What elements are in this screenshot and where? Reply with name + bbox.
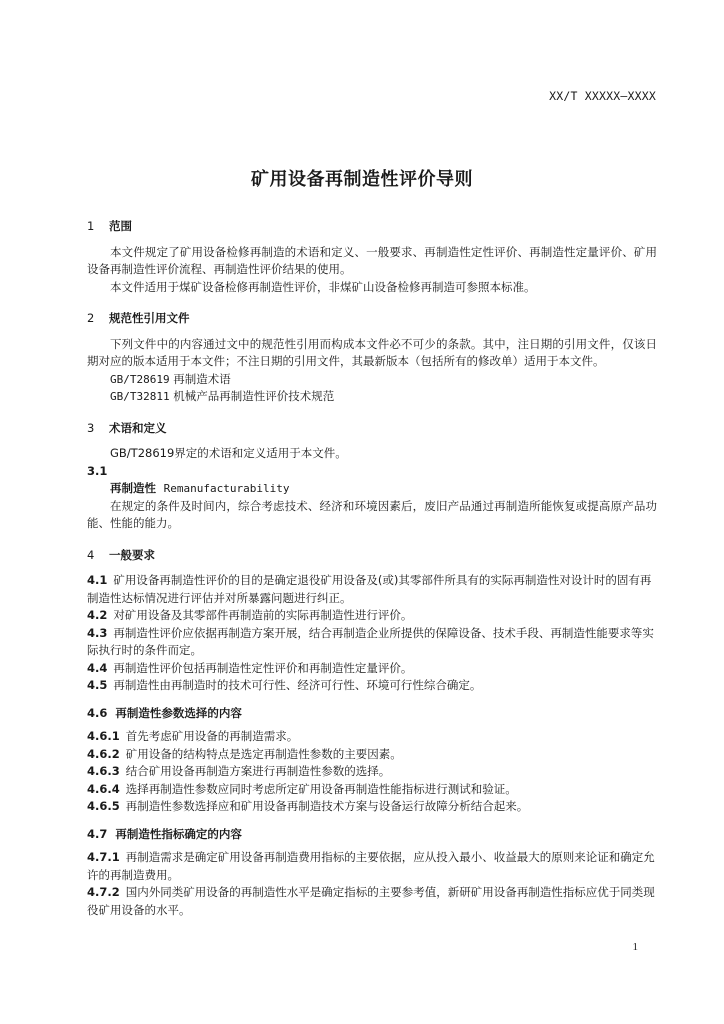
reference-item — [87, 371, 657, 389]
clause-text: 国内外同类矿用设备的再制造性水平是确定指标的主要参考值，新研矿用设备再制造性指标应优于同类现役矿用设备的水平。 — [87, 885, 655, 917]
clause-number: 4.1 — [87, 573, 108, 587]
clause-text: 再制造需求是确定矿用设备再制造费用指标的主要依据，应从投入最小、收益最大的原则来论证和确定允许的再制造费用。 — [87, 850, 655, 882]
reference-code: GB/T32811 — [110, 390, 170, 403]
paragraph: 本文件适用于煤矿设备检修再制造性评价，非煤矿山设备检修再制造可参照本标准。 — [110, 279, 536, 294]
subsection-number: 4.7 — [87, 826, 108, 841]
clause-number: 4.7.2 — [87, 885, 120, 899]
section-heading-3 — [87, 420, 657, 438]
clause-number: 4.6.5 — [87, 799, 120, 813]
clause-number: 4.2 — [87, 608, 108, 622]
subsection-heading-4-6 — [87, 705, 657, 723]
clause-number: 4.5 — [87, 678, 108, 692]
reference-name: 机械产品再制造性评价技术规范 — [173, 389, 335, 403]
clause-number: 4.6.1 — [87, 729, 120, 743]
clause-text: 再制造性参数选择应和矿用设备再制造技术方案与设备运行故障分析结合起来。 — [125, 799, 529, 813]
clause — [87, 572, 657, 607]
clause-text: 再制造性评价包括再制造性定性评价和再制造性定量评价。 — [113, 660, 413, 675]
section-heading-2 — [87, 310, 657, 328]
clause-text: 再制造性由再制造时的技术可行性、经济可行性、环境可行性综合确定。 — [113, 678, 482, 692]
clause — [87, 763, 657, 781]
subsection-heading-4-7 — [87, 826, 657, 844]
clause — [87, 660, 657, 678]
clause-number: 4.6.3 — [87, 764, 120, 778]
clause-list — [87, 572, 657, 695]
clause-number: 4.6.2 — [87, 746, 120, 761]
clause-list — [87, 728, 657, 816]
clause-number: 4.3 — [87, 625, 108, 640]
paragraph: 本文件规定了矿用设备检修再制造的术语和定义、一般要求、再制造性定性评价、再制造性定量评价、矿用设备再制造性评价流程、再制造性评价结果的使用。 — [87, 244, 657, 276]
term-definition: 在规定的条件及时间内，综合考虑技术、经济和环境因素后，废旧产品通过再制造所能恢复或提高原产品功能、性能的能力。 — [87, 498, 657, 530]
clause — [87, 625, 657, 660]
section-heading-4 — [87, 547, 657, 565]
clause — [87, 781, 657, 799]
subsection-number: 4.6 — [87, 705, 108, 720]
section-title: 一般要求 — [109, 547, 156, 562]
document-code: XX/T XXXXX—XXXX — [549, 89, 656, 103]
clause-number: 4.6.4 — [87, 781, 120, 796]
clause — [87, 728, 657, 746]
section-title: 规范性引用文件 — [109, 311, 190, 325]
subsection-title: 再制造性指标确定的内容 — [115, 826, 242, 841]
clause-text: 对矿用设备及其零部件再制造前的实际再制造性进行评价。 — [113, 608, 413, 622]
section-number: 1 — [87, 219, 95, 233]
section-title: 术语和定义 — [109, 420, 167, 435]
section-number: 4 — [87, 547, 95, 562]
reference-code: GB/T28619 — [110, 372, 170, 386]
paragraph: 下列文件中的内容通过文中的规范性引用而构成本文件必不可少的条款。其中，注日期的引用文件，仅该日期对应的版本适用于本文件；不注日期的引用文件，其最新版本（包括所有的修改单）适用于本文件。 — [87, 336, 657, 368]
clause — [87, 607, 657, 625]
clause — [87, 677, 657, 695]
clause-text: 首先考虑矿用设备的再制造需求。 — [125, 729, 299, 743]
reference-name: 再制造术语 — [173, 371, 231, 386]
clause-number: 4.4 — [87, 660, 108, 675]
clause — [87, 884, 657, 919]
subsection-title: 再制造性参数选择的内容 — [115, 705, 242, 720]
clause — [87, 849, 657, 884]
term-chinese: 再制造性 — [110, 481, 156, 495]
page-number: 1 — [632, 941, 638, 953]
clause-text: 再制造性评价应依据再制造方案开展，结合再制造企业所提供的保障设备、技术手段、再制造性能要求等实际执行时的条件而定。 — [87, 625, 654, 657]
section-number: 3 — [87, 420, 95, 435]
document-title: 矿用设备再制造性评价导则 — [251, 169, 473, 190]
section-number: 2 — [87, 311, 95, 325]
reference-item — [87, 388, 657, 406]
clause-text: 矿用设备再制造性评价的目的是确定退役矿用设备及(或)其零部件所具有的实际再制造性对设计时的固有再制造性达标情况进行评估并对所暴露问题进行纠正。 — [87, 573, 652, 605]
document-body — [87, 218, 657, 919]
term-number: 3.1 — [87, 463, 108, 478]
clause-text: 选择再制造性参数应同时考虑所定矿用设备再制造性能指标进行测试和验证。 — [125, 781, 517, 796]
section-title: 范围 — [109, 219, 133, 233]
clause — [87, 746, 657, 764]
clause-number: 4.7.1 — [87, 850, 120, 864]
paragraph: GB/T28619界定的术语和定义适用于本文件。 — [110, 446, 347, 460]
term-entry — [87, 480, 657, 498]
clause-text: 结合矿用设备再制造方案进行再制造性参数的选择。 — [125, 764, 391, 778]
clause-list — [87, 849, 657, 919]
clause — [87, 798, 657, 816]
section-heading-1 — [87, 218, 657, 236]
term-english: Remanufacturability — [163, 482, 290, 495]
clause-text: 矿用设备的结构特点是选定再制造性参数的主要因素。 — [125, 746, 402, 761]
